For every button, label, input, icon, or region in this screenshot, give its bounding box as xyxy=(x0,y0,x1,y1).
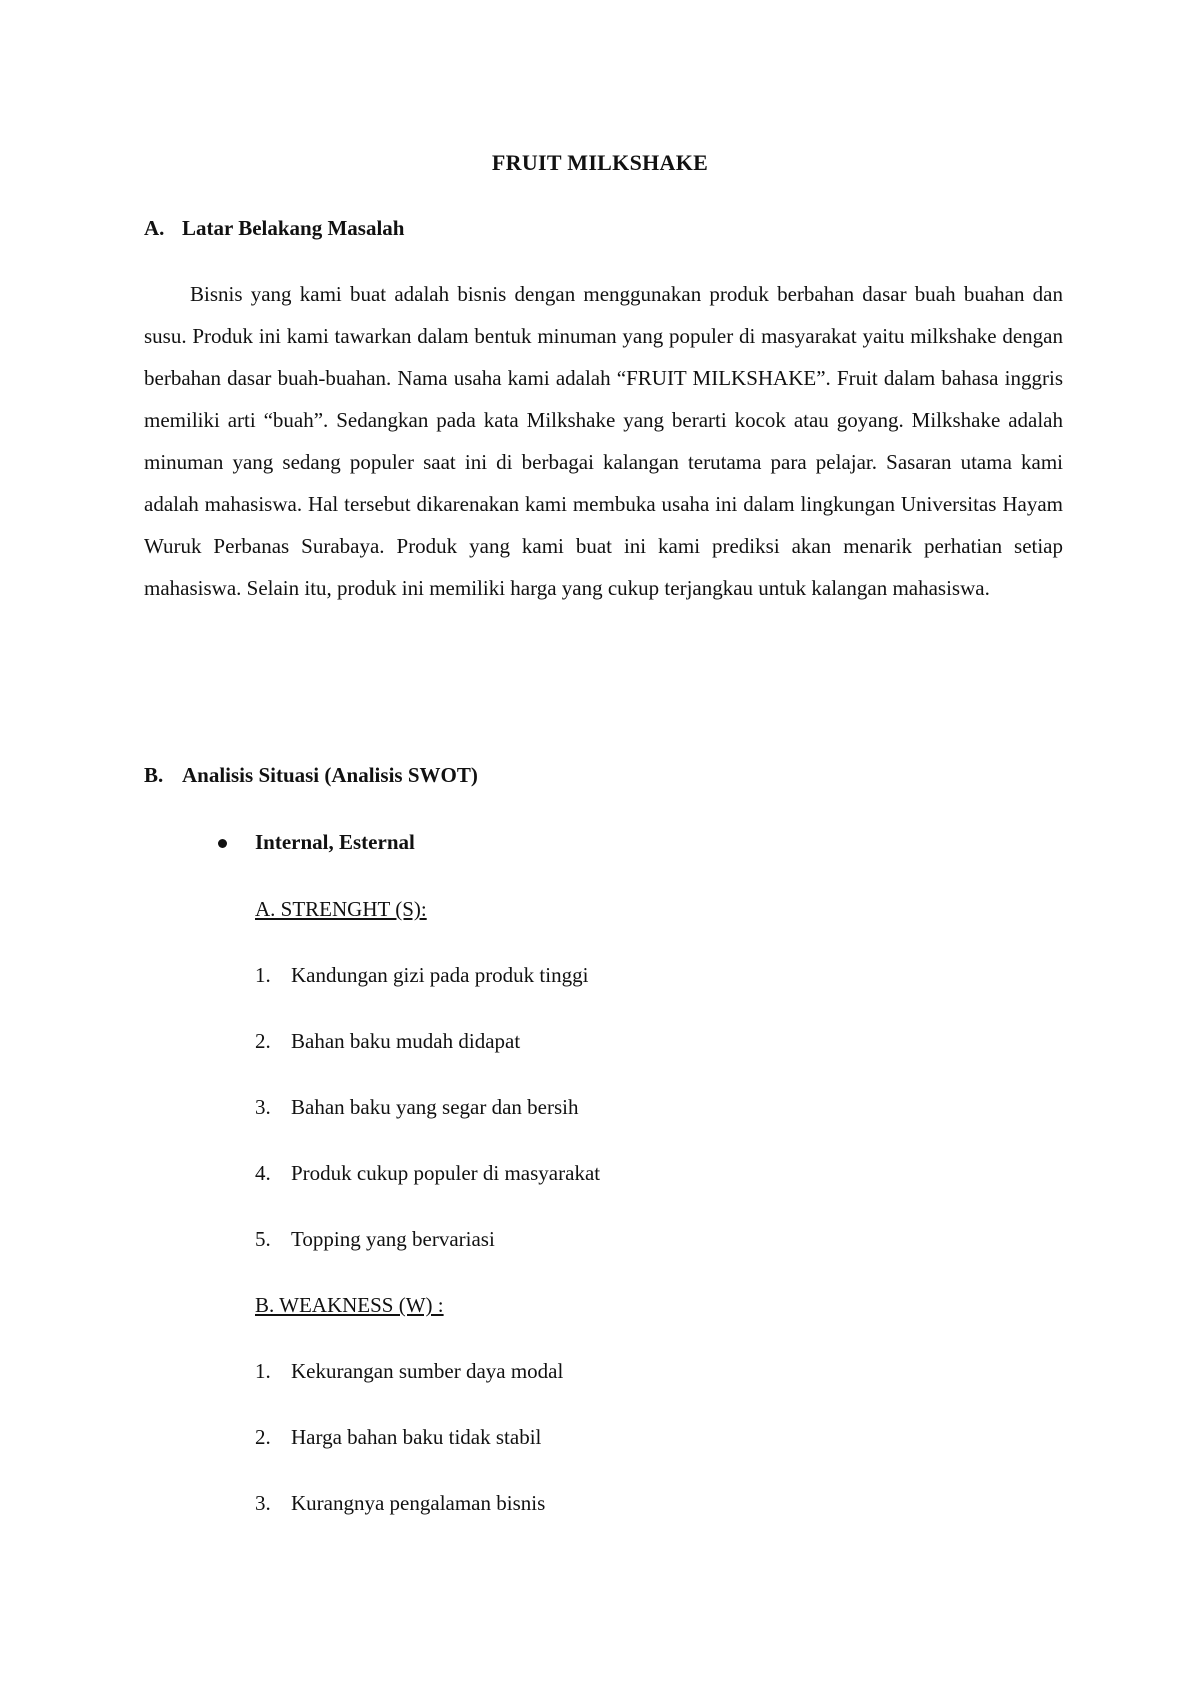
list-item xyxy=(255,963,588,988)
list-text: Bahan baku mudah didapat xyxy=(291,1029,521,1053)
section-b-letter: B. xyxy=(144,763,164,787)
list-number: 2. xyxy=(255,1029,271,1053)
list-text: Harga bahan baku tidak stabil xyxy=(291,1425,542,1449)
weakness-heading: B. WEAKNESS (W) : xyxy=(255,1293,444,1317)
strength-heading: A. STRENGHT (S): xyxy=(255,897,427,921)
list-item xyxy=(255,1227,495,1252)
list-number: 1. xyxy=(255,1359,271,1383)
section-a-heading xyxy=(144,216,404,241)
bullet-icon xyxy=(218,839,227,848)
list-number: 3. xyxy=(255,1491,271,1515)
list-text: Produk cukup populer di masyarakat xyxy=(291,1161,601,1185)
list-item xyxy=(255,1491,545,1516)
list-item xyxy=(255,1095,579,1120)
bullet-label: Internal, Esternal xyxy=(255,830,415,854)
document-title: FRUIT MILKSHAKE xyxy=(491,150,709,175)
section-a-title: Latar Belakang Masalah xyxy=(182,216,405,240)
list-number: 1. xyxy=(255,963,271,987)
list-number: 5. xyxy=(255,1227,271,1251)
list-item xyxy=(255,1425,541,1450)
section-b-heading xyxy=(144,763,478,788)
list-number: 4. xyxy=(255,1161,271,1185)
list-text: Topping yang bervariasi xyxy=(291,1227,495,1251)
list-text: Kandungan gizi pada produk tinggi xyxy=(291,963,589,987)
list-text: Kekurangan sumber daya modal xyxy=(291,1359,564,1383)
list-text: Bahan baku yang segar dan bersih xyxy=(291,1095,579,1119)
section-a-letter: A. xyxy=(144,216,165,240)
list-item xyxy=(255,1029,520,1054)
list-text: Kurangnya pengalaman bisnis xyxy=(291,1491,546,1515)
section-b-title: Analisis Situasi (Analisis SWOT) xyxy=(182,763,478,787)
list-item xyxy=(255,1161,600,1186)
list-item xyxy=(255,1359,563,1384)
list-number: 2. xyxy=(255,1425,271,1449)
list-number: 3. xyxy=(255,1095,271,1119)
section-a-paragraph: Bisnis yang kami buat adalah bisnis dengan menggunakan produk berbahan dasar buah buahan dan susu. Produk ini kami tawarkan dalam bentuk minuman yang populer di masyarakat yaitu milkshake dengan berbahan dasar buah-buahan. Nama usaha kami adalah “FRUIT MILKSHAKE”. Fruit dalam bahasa inggris memiliki arti “buah”. Sedangkan pada kata Milkshake yang berarti kocok atau goyang. Milkshake adalah minuman yang sedang populer saat ini di berbagai kalangan terutama para pelajar. Sasaran utama kami adalah mahasiswa. Hal tersebut dikarenakan kami membuka usaha ini dalam lingkungan Universitas Hayam Wuruk Perbanas Surabaya. Produk yang kami buat ini kami prediksi akan menarik perhatian setiap mahasiswa. Selain itu, produk ini memiliki harga yang cukup terjangkau untuk kalangan mahasiswa. xyxy=(144,282,1063,600)
